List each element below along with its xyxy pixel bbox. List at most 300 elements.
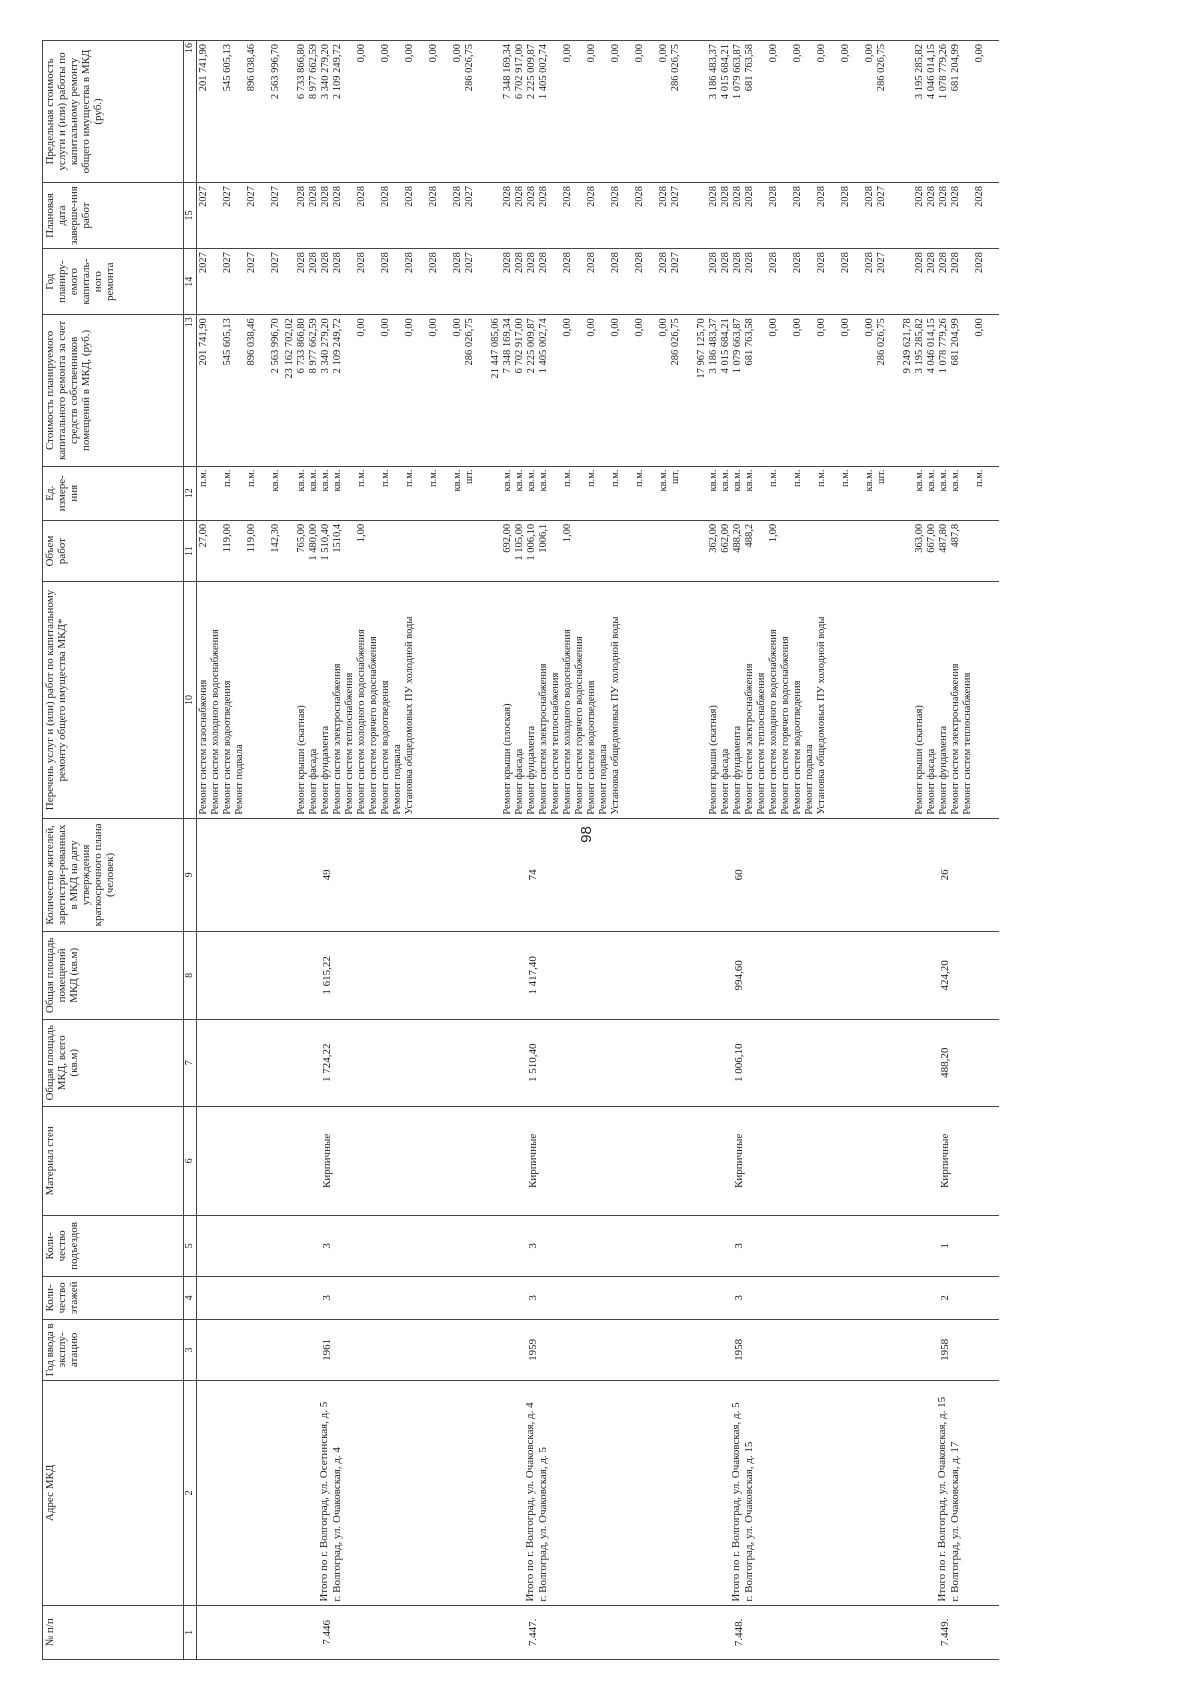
work-cost-cell <box>695 315 901 466</box>
planned-year: 2027 <box>670 252 681 274</box>
column-number: 1 <box>184 1605 197 1659</box>
work-cost: 2 563 996,70 <box>270 318 281 374</box>
column-number: 12 <box>184 466 197 520</box>
limit-cost: 3 195 285,82 <box>914 44 925 100</box>
total-label: Итого по г. Волгоград, ул. Очаковская, д. 15 <box>936 1396 948 1602</box>
total-label: Итого по г. Волгоград, ул. Осетинская, д. 5 <box>318 1401 330 1602</box>
header-cell-9: Количество жителей, зарегистри-рованных в МКД на дату утверждения краткосрочного плана (человек) <box>43 818 184 931</box>
work-name: Ремонт систем горячего водоснабжения <box>574 636 585 815</box>
work-name-cell <box>283 582 489 818</box>
work-cost: 0,00 <box>562 318 573 337</box>
completion-year: 2028 <box>538 185 549 207</box>
work-name: Ремонт крыши (скатная) <box>914 705 925 815</box>
work-unit: кв.м. <box>332 469 343 492</box>
work-volume: 1 510,40 <box>320 523 331 561</box>
work-cost: 0,00 <box>974 318 985 337</box>
work-name: Ремонт фундамента <box>732 725 743 815</box>
work-name: Ремонт подвала <box>392 744 403 815</box>
wall-material: Кирпичные <box>527 1133 539 1188</box>
work-cost: 0,00 <box>864 318 875 337</box>
work-unit: кв.м. <box>538 469 549 492</box>
work-cost: 545 605,13 <box>222 318 233 366</box>
limit-cost: 0,00 <box>356 44 367 63</box>
year-built: 1961 <box>321 1338 333 1361</box>
work-cost: 3 195 285,82 <box>914 318 925 374</box>
planned-year: 2028 <box>538 252 549 274</box>
work-unit: кв.м. <box>658 469 669 492</box>
work-unit: кв.м. <box>744 469 755 492</box>
work-name: Установка общедомовых ПУ холодной воды <box>404 616 415 815</box>
wall-material-cell <box>901 1106 999 1215</box>
rooms-area: 994,60 <box>733 960 745 991</box>
address: г. Волгоград, ул. Очаковская, д. 5 <box>537 1447 549 1602</box>
limit-cost: 0,00 <box>634 44 645 63</box>
work-cost: 4 046 014,15 <box>926 318 937 374</box>
rotated-table-container <box>42 40 1162 1660</box>
column-number: 2 <box>184 1381 197 1606</box>
completion-year: 2028 <box>816 185 827 207</box>
work-unit: кв.м. <box>526 469 537 492</box>
residents-count: 49 <box>321 869 333 881</box>
work-name: Ремонт подвала <box>598 744 609 815</box>
limit-cost-cell <box>197 41 284 183</box>
completion-year: 2028 <box>926 185 937 207</box>
planned-year: 2028 <box>926 252 937 274</box>
work-unit: шт. <box>464 469 475 485</box>
work-cost: 1 079 663,87 <box>732 318 743 374</box>
completion-year: 2027 <box>246 185 257 207</box>
limit-cost: 0,00 <box>864 44 875 63</box>
work-name: Ремонт систем теплоснабжения <box>962 672 973 815</box>
work-volume: 1 480,00 <box>308 523 319 561</box>
completion-year-cell <box>197 182 284 248</box>
wall-material: Кирпичные <box>733 1133 745 1188</box>
wall-material-cell <box>695 1106 901 1215</box>
work-unit-cell <box>901 466 999 520</box>
rooms-area-cell <box>283 932 489 1019</box>
limit-cost: 681 763,58 <box>744 44 755 92</box>
limit-cost: 4 015 684,21 <box>720 44 731 100</box>
wall-material-cell <box>283 1106 489 1215</box>
spacer <box>490 470 502 517</box>
total-area-cell <box>283 1019 489 1106</box>
work-volume-cell <box>197 520 284 581</box>
spacer <box>902 585 914 814</box>
header-cell-16: Предельная стоимость услуги и (или) работы по капитальному ремонту общего имущества в МКД (руб.) <box>43 41 184 183</box>
floors-count: 3 <box>733 1295 745 1301</box>
residents-count: 26 <box>939 869 951 881</box>
work-cost: 0,00 <box>658 318 669 337</box>
limit-cost-cell <box>283 41 489 183</box>
year-built-cell <box>489 1319 695 1380</box>
header-row <box>43 41 184 1660</box>
planned-year: 2028 <box>308 252 319 274</box>
address-cell <box>695 1381 901 1606</box>
work-cost: 3 186 483,37 <box>708 318 719 374</box>
header-cell-10: Перечень услуг и (или) работ по капитальному ремонту общего имущества МКД* <box>43 582 184 818</box>
work-name: Ремонт фундамента <box>938 725 949 815</box>
record-total-cost: 21 447 085,06 <box>490 318 501 379</box>
planned-year: 2027 <box>876 252 887 274</box>
work-unit: кв.м. <box>914 469 925 492</box>
completion-year: 2028 <box>356 185 367 207</box>
column-number: 6 <box>184 1106 197 1215</box>
work-cost: 681 204,99 <box>950 318 961 366</box>
work-cost-cell <box>197 315 284 466</box>
spacer <box>284 252 296 311</box>
completion-year: 2028 <box>914 185 925 207</box>
planned-year: 2028 <box>744 252 755 274</box>
spacer <box>284 470 296 517</box>
record-row <box>197 41 284 1660</box>
work-name: Ремонт фасада <box>514 748 525 815</box>
total-area-cell <box>695 1019 901 1106</box>
work-unit: п.м. <box>792 469 803 488</box>
rooms-area: 1 417,40 <box>527 956 539 995</box>
wall-material-cell <box>489 1106 695 1215</box>
work-unit: кв.м. <box>308 469 319 492</box>
limit-cost: 0,00 <box>452 44 463 63</box>
floors-count: 3 <box>321 1295 333 1301</box>
planned-year: 2028 <box>296 252 307 274</box>
entrances-count: 1 <box>939 1243 951 1249</box>
completion-year: 2028 <box>792 185 803 207</box>
work-name: Ремонт систем водоотведения <box>792 680 803 815</box>
work-unit: п.м. <box>356 469 367 488</box>
work-cost: 286 026,75 <box>876 318 887 366</box>
total-area-cell <box>489 1019 695 1106</box>
address-cell <box>283 1381 489 1606</box>
header-cell-11: Объем работ <box>43 520 184 581</box>
header-cell-15: Плановая дата заверше-ния работ <box>43 182 184 248</box>
work-volume: 1006,1 <box>538 523 549 553</box>
work-name: Ремонт крыши (скатная) <box>296 705 307 815</box>
work-name: Ремонт систем холодного водоснабжения <box>768 629 779 815</box>
work-name: Ремонт систем холодного водоснабжения <box>210 629 221 815</box>
completion-year: 2027 <box>464 185 475 207</box>
record-total-cost: 9 249 621,78 <box>902 318 913 374</box>
completion-year: 2028 <box>428 185 439 207</box>
work-cost-cell <box>489 315 695 466</box>
header-cell-1: № п/п <box>43 1605 184 1659</box>
limit-cost: 0,00 <box>404 44 415 63</box>
limit-cost: 286 026,75 <box>464 44 475 92</box>
completion-year: 2028 <box>974 185 985 207</box>
completion-year: 2028 <box>296 185 307 207</box>
address: г. Волгоград, ул. Очаковская, д. 15 <box>743 1441 755 1602</box>
planned-year: 2028 <box>768 252 779 274</box>
work-volume-cell <box>489 520 695 581</box>
floors-count: 3 <box>527 1295 539 1301</box>
year-built-cell <box>283 1319 489 1380</box>
limit-cost: 2 563 996,70 <box>270 44 281 100</box>
planned-year: 2028 <box>562 252 573 274</box>
work-unit: кв.м. <box>708 469 719 492</box>
completion-year: 2027 <box>222 185 233 207</box>
entrances-count: 3 <box>321 1243 333 1249</box>
work-volume: 488,20 <box>732 523 743 553</box>
work-name: Ремонт крыши (скатная) <box>708 705 719 815</box>
work-name: Ремонт систем водоотведения <box>586 680 597 815</box>
work-name: Ремонт фундамента <box>320 725 331 815</box>
column-number: 16 <box>184 41 197 183</box>
spacer <box>696 252 708 311</box>
completion-year: 2027 <box>670 185 681 207</box>
work-cost: 3 340 279,20 <box>320 318 331 374</box>
work-unit: п.м. <box>404 469 415 488</box>
work-unit-cell <box>197 466 284 520</box>
limit-cost: 0,00 <box>974 44 985 63</box>
work-cost: 2 109 249,72 <box>332 318 343 374</box>
column-number: 4 <box>184 1277 197 1320</box>
spacer <box>696 186 708 245</box>
limit-cost: 6 702 917,00 <box>514 44 525 100</box>
planned-year: 2028 <box>586 252 597 274</box>
work-unit: кв.м. <box>864 469 875 492</box>
header-cell-8: Общая площадь помещений МКД (кв.м) <box>43 932 184 1019</box>
work-unit: п.м. <box>428 469 439 488</box>
limit-cost: 201 741,90 <box>198 44 209 92</box>
spacer <box>902 252 914 311</box>
work-cost-cell <box>901 315 999 466</box>
work-volume: 142,30 <box>270 523 281 553</box>
floors-count-cell <box>695 1277 901 1320</box>
work-name: Ремонт систем теплоснабжения <box>550 672 561 815</box>
work-unit: п.м. <box>974 469 985 488</box>
rooms-area: 424,20 <box>939 960 951 991</box>
planned-year: 2027 <box>270 252 281 274</box>
planned-year: 2027 <box>198 252 209 274</box>
work-cost: 0,00 <box>452 318 463 337</box>
rooms-area-cell <box>197 932 284 1019</box>
residents-count: 74 <box>527 869 539 881</box>
spacer <box>902 44 914 179</box>
year-built-cell <box>695 1319 901 1380</box>
entrances-count: 3 <box>733 1243 745 1249</box>
column-number: 11 <box>184 520 197 581</box>
residents-count-cell <box>695 818 901 931</box>
work-unit: кв.м. <box>514 469 525 492</box>
work-volume-cell <box>901 520 999 581</box>
spacer <box>490 252 502 311</box>
work-name: Ремонт систем холодного водоснабжения <box>562 629 573 815</box>
completion-year: 2028 <box>332 185 343 207</box>
work-volume: 765,00 <box>296 523 307 553</box>
work-name: Ремонт систем электроснабжения <box>538 663 549 815</box>
year-built-cell <box>197 1319 284 1380</box>
completion-year: 2028 <box>308 185 319 207</box>
residents-count-cell <box>197 818 284 931</box>
work-cost: 2 225 009,87 <box>526 318 537 374</box>
column-number: 8 <box>184 932 197 1019</box>
spacer <box>902 186 914 245</box>
work-unit: п.м. <box>610 469 621 488</box>
limit-cost: 0,00 <box>840 44 851 63</box>
work-unit-cell <box>489 466 695 520</box>
total-area-cell <box>901 1019 999 1106</box>
planned-year: 2028 <box>428 252 439 274</box>
rooms-area-cell <box>901 932 999 1019</box>
work-unit: кв.м. <box>296 469 307 492</box>
planned-year-cell <box>283 249 489 315</box>
limit-cost: 7 348 169,34 <box>502 44 513 100</box>
wall-material-cell <box>197 1106 284 1215</box>
planned-year: 2028 <box>658 252 669 274</box>
column-number: 15 <box>184 182 197 248</box>
year-built: 1958 <box>939 1338 951 1361</box>
work-cost: 201 741,90 <box>198 318 209 366</box>
work-cost: 0,00 <box>816 318 827 337</box>
work-unit: п.м. <box>198 469 209 488</box>
column-number: 13 <box>184 315 197 466</box>
entrances-count: 3 <box>527 1243 539 1249</box>
planned-year-cell <box>901 249 999 315</box>
work-volume: 363,00 <box>914 523 925 553</box>
completion-year-cell <box>283 182 489 248</box>
planned-year: 2027 <box>246 252 257 274</box>
limit-cost: 1 405 002,74 <box>538 44 549 100</box>
work-volume: 362,00 <box>708 523 719 553</box>
entrances-count-cell <box>489 1215 695 1276</box>
floors-count-cell <box>197 1277 284 1320</box>
address: г. Волгоград, ул. Очаковская, д. 17 <box>949 1441 961 1602</box>
page-number: 98 <box>577 826 595 843</box>
work-name: Ремонт систем холодного водоснабжения <box>356 629 367 815</box>
planned-year: 2028 <box>404 252 415 274</box>
completion-year: 2028 <box>452 185 463 207</box>
completion-year-cell <box>695 182 901 248</box>
work-cost: 0,00 <box>634 318 645 337</box>
record-row <box>901 41 999 1660</box>
work-volume: 692,00 <box>502 523 513 553</box>
completion-year: 2028 <box>586 185 597 207</box>
work-unit: п.м. <box>768 469 779 488</box>
work-cost: 0,00 <box>792 318 803 337</box>
entrances-count-cell <box>695 1215 901 1276</box>
work-name: Ремонт фасада <box>926 748 937 815</box>
address: г. Волгоград, ул. Очаковская, д. 4 <box>331 1447 343 1602</box>
limit-cost: 0,00 <box>792 44 803 63</box>
limit-cost: 6 733 866,80 <box>296 44 307 100</box>
work-volume: 487,80 <box>938 523 949 553</box>
record-row <box>489 41 695 1660</box>
header-cell-3: Год ввода в эксплу-атацию <box>43 1319 184 1380</box>
limit-cost: 286 026,75 <box>876 44 887 92</box>
total-area: 1 006,10 <box>733 1043 745 1083</box>
limit-cost-cell <box>901 41 999 183</box>
planned-year-cell <box>197 249 284 315</box>
planned-year: 2028 <box>864 252 875 274</box>
completion-year: 2028 <box>708 185 719 207</box>
work-volume: 662,00 <box>720 523 731 553</box>
planned-year: 2028 <box>938 252 949 274</box>
spacer <box>284 585 296 814</box>
planned-year: 2027 <box>464 252 475 274</box>
total-area: 1 724,22 <box>321 1043 333 1083</box>
completion-year: 2028 <box>732 185 743 207</box>
residents-count-cell <box>283 818 489 931</box>
completion-year: 2028 <box>610 185 621 207</box>
planned-year: 2028 <box>452 252 463 274</box>
work-cost: 4 015 684,21 <box>720 318 731 374</box>
total-area-cell <box>197 1019 284 1106</box>
work-unit: кв.м. <box>938 469 949 492</box>
work-unit: кв.м. <box>950 469 961 492</box>
wall-material: Кирпичные <box>939 1133 951 1188</box>
planned-year: 2028 <box>634 252 645 274</box>
work-cost: 286 026,75 <box>670 318 681 366</box>
column-number: 14 <box>184 249 197 315</box>
work-name: Ремонт систем горячего водоснабжения <box>368 636 379 815</box>
planned-year: 2028 <box>356 252 367 274</box>
work-name: Ремонт крыши (плоская) <box>502 703 513 815</box>
work-volume: 487,8 <box>950 523 961 548</box>
work-cost: 0,00 <box>840 318 851 337</box>
work-name-cell <box>901 582 999 818</box>
work-cost: 6 702 917,00 <box>514 318 525 374</box>
completion-year: 2028 <box>526 185 537 207</box>
work-volume: 488,2 <box>744 523 755 548</box>
spacer <box>490 44 502 179</box>
completion-year-cell <box>489 182 695 248</box>
work-name: Ремонт систем теплоснабжения <box>756 672 767 815</box>
planned-year: 2028 <box>720 252 731 274</box>
work-cost-cell <box>283 315 489 466</box>
spacer <box>696 44 708 179</box>
completion-year: 2028 <box>938 185 949 207</box>
spacer <box>490 524 502 578</box>
limit-cost: 1 078 779,26 <box>938 44 949 100</box>
record-row <box>695 41 901 1660</box>
limit-cost: 0,00 <box>610 44 621 63</box>
column-number: 5 <box>184 1215 197 1276</box>
limit-cost: 0,00 <box>768 44 779 63</box>
header-cell-4: Коли-чество этажей <box>43 1277 184 1320</box>
record-row <box>283 41 489 1660</box>
residents-count-cell <box>489 818 695 931</box>
residents-count: 60 <box>733 869 745 881</box>
planned-year: 2028 <box>708 252 719 274</box>
floors-count: 2 <box>939 1295 951 1301</box>
total-area: 488,20 <box>939 1047 951 1078</box>
limit-cost: 286 026,75 <box>670 44 681 92</box>
planned-year: 2028 <box>526 252 537 274</box>
work-unit: кв.м. <box>732 469 743 492</box>
limit-cost: 3 340 279,20 <box>320 44 331 100</box>
work-cost: 681 763,58 <box>744 318 755 366</box>
entrances-count-cell <box>283 1215 489 1276</box>
repair-plan-table <box>42 40 999 1660</box>
work-volume-cell <box>283 520 489 581</box>
work-cost: 7 348 169,34 <box>502 318 513 374</box>
work-unit-cell <box>283 466 489 520</box>
work-cost: 896 038,46 <box>246 318 257 366</box>
planned-year: 2028 <box>950 252 961 274</box>
spacer <box>490 585 502 814</box>
work-unit: шт. <box>876 469 887 485</box>
column-number: 3 <box>184 1319 197 1380</box>
limit-cost-cell <box>695 41 901 183</box>
work-name: Ремонт систем водоотведения <box>380 680 391 815</box>
work-name: Ремонт систем горячего водоснабжения <box>780 636 791 815</box>
work-unit: п.м. <box>222 469 233 488</box>
record-number-cell <box>197 1605 284 1659</box>
header-cell-2: Адрес МКД <box>43 1381 184 1606</box>
planned-year: 2028 <box>380 252 391 274</box>
completion-year: 2028 <box>562 185 573 207</box>
work-name: Ремонт систем теплоснабжения <box>344 672 355 815</box>
rooms-area-cell <box>489 932 695 1019</box>
